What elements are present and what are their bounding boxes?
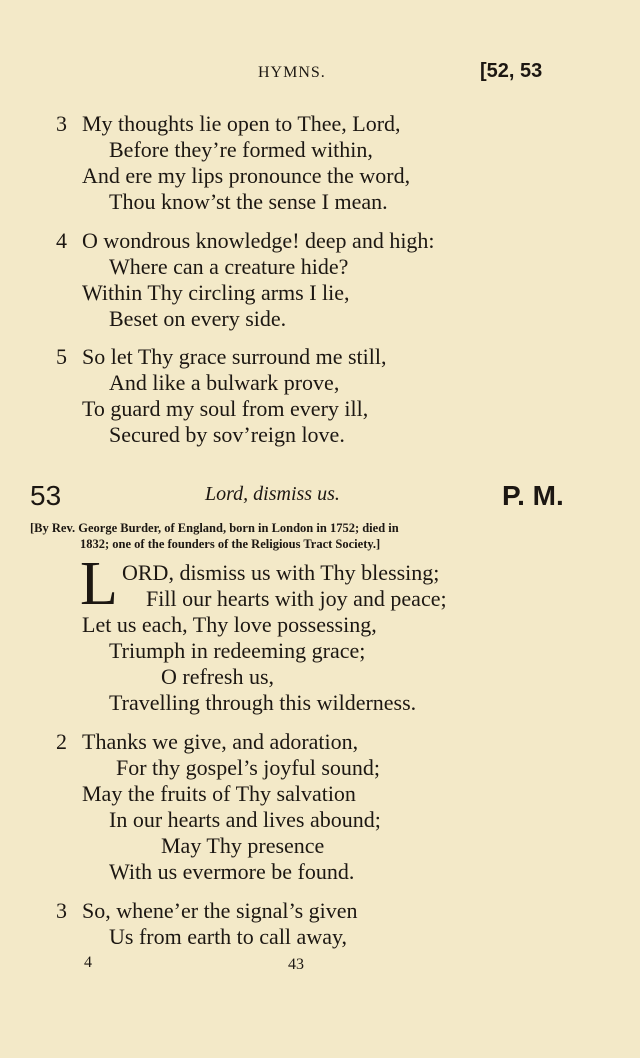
hymn-meter: P. M.: [502, 480, 564, 511]
verse-line: May Thy presence: [161, 833, 325, 858]
attribution-line: 1832; one of the founders of the Religious Tract Society.]: [80, 537, 381, 551]
signature-mark: 4: [84, 954, 92, 971]
verse-line: My thoughts lie open to Thee, Lord,: [82, 111, 401, 136]
verse-line: To guard my soul from every ill,: [82, 396, 369, 421]
verse-line: Us from earth to call away,: [109, 924, 348, 949]
page-number: 43: [288, 956, 304, 973]
stanza-number: 3: [56, 898, 67, 923]
verse-line: May the fruits of Thy salvation: [82, 781, 356, 806]
verse-line: With us evermore be found.: [109, 859, 355, 884]
verse-line: Fill our hearts with joy and peace;: [146, 586, 447, 611]
verse-line: In our hearts and lives abound;: [109, 807, 381, 832]
verse-line: Thanks we give, and adoration,: [82, 729, 359, 754]
stanza-number: 2: [56, 729, 67, 754]
verse-line: So let Thy grace surround me still,: [82, 344, 387, 369]
verse-line: Travelling through this wilderness.: [109, 690, 417, 715]
page-range: [52, 53: [480, 60, 543, 82]
hymn-title: Lord, dismiss us.: [205, 483, 340, 505]
verse-line: Let us each, Thy love possessing,: [82, 612, 377, 637]
stanza-number: 4: [56, 228, 67, 253]
verse-line: ORD, dismiss us with Thy blessing;: [122, 560, 440, 585]
verse-line: And ere my lips pronounce the word,: [82, 163, 411, 188]
drop-cap: L: [80, 550, 118, 618]
verse-line: So, whene’er the signal’s given: [82, 898, 358, 923]
verse-line: Triumph in redeeming grace;: [109, 638, 366, 663]
verse-line: And like a bulwark prove,: [109, 370, 340, 395]
verse-line: Secured by sov’reign love.: [109, 422, 345, 447]
running-title: HYMNS.: [258, 64, 326, 81]
verse-line: Before they’re formed within,: [109, 137, 373, 162]
verse-line: Where can a creature hide?: [109, 254, 349, 279]
verse-line: O wondrous knowledge! deep and high:: [82, 228, 435, 253]
hymn-number: 53: [30, 480, 62, 511]
verse-line: Beset on every side.: [109, 306, 287, 331]
verse-line: Thou know’st the sense I mean.: [109, 189, 388, 214]
stanza-number: 5: [56, 344, 67, 369]
stanza-number: 3: [56, 111, 67, 136]
verse-line: Within Thy circling arms I lie,: [82, 280, 350, 305]
verse-line: For thy gospel’s joyful sound;: [116, 755, 381, 780]
verse-line: O refresh us,: [161, 664, 275, 689]
attribution-line: [By Rev. George Burder, of England, born in London in 1752; died in: [30, 521, 399, 535]
